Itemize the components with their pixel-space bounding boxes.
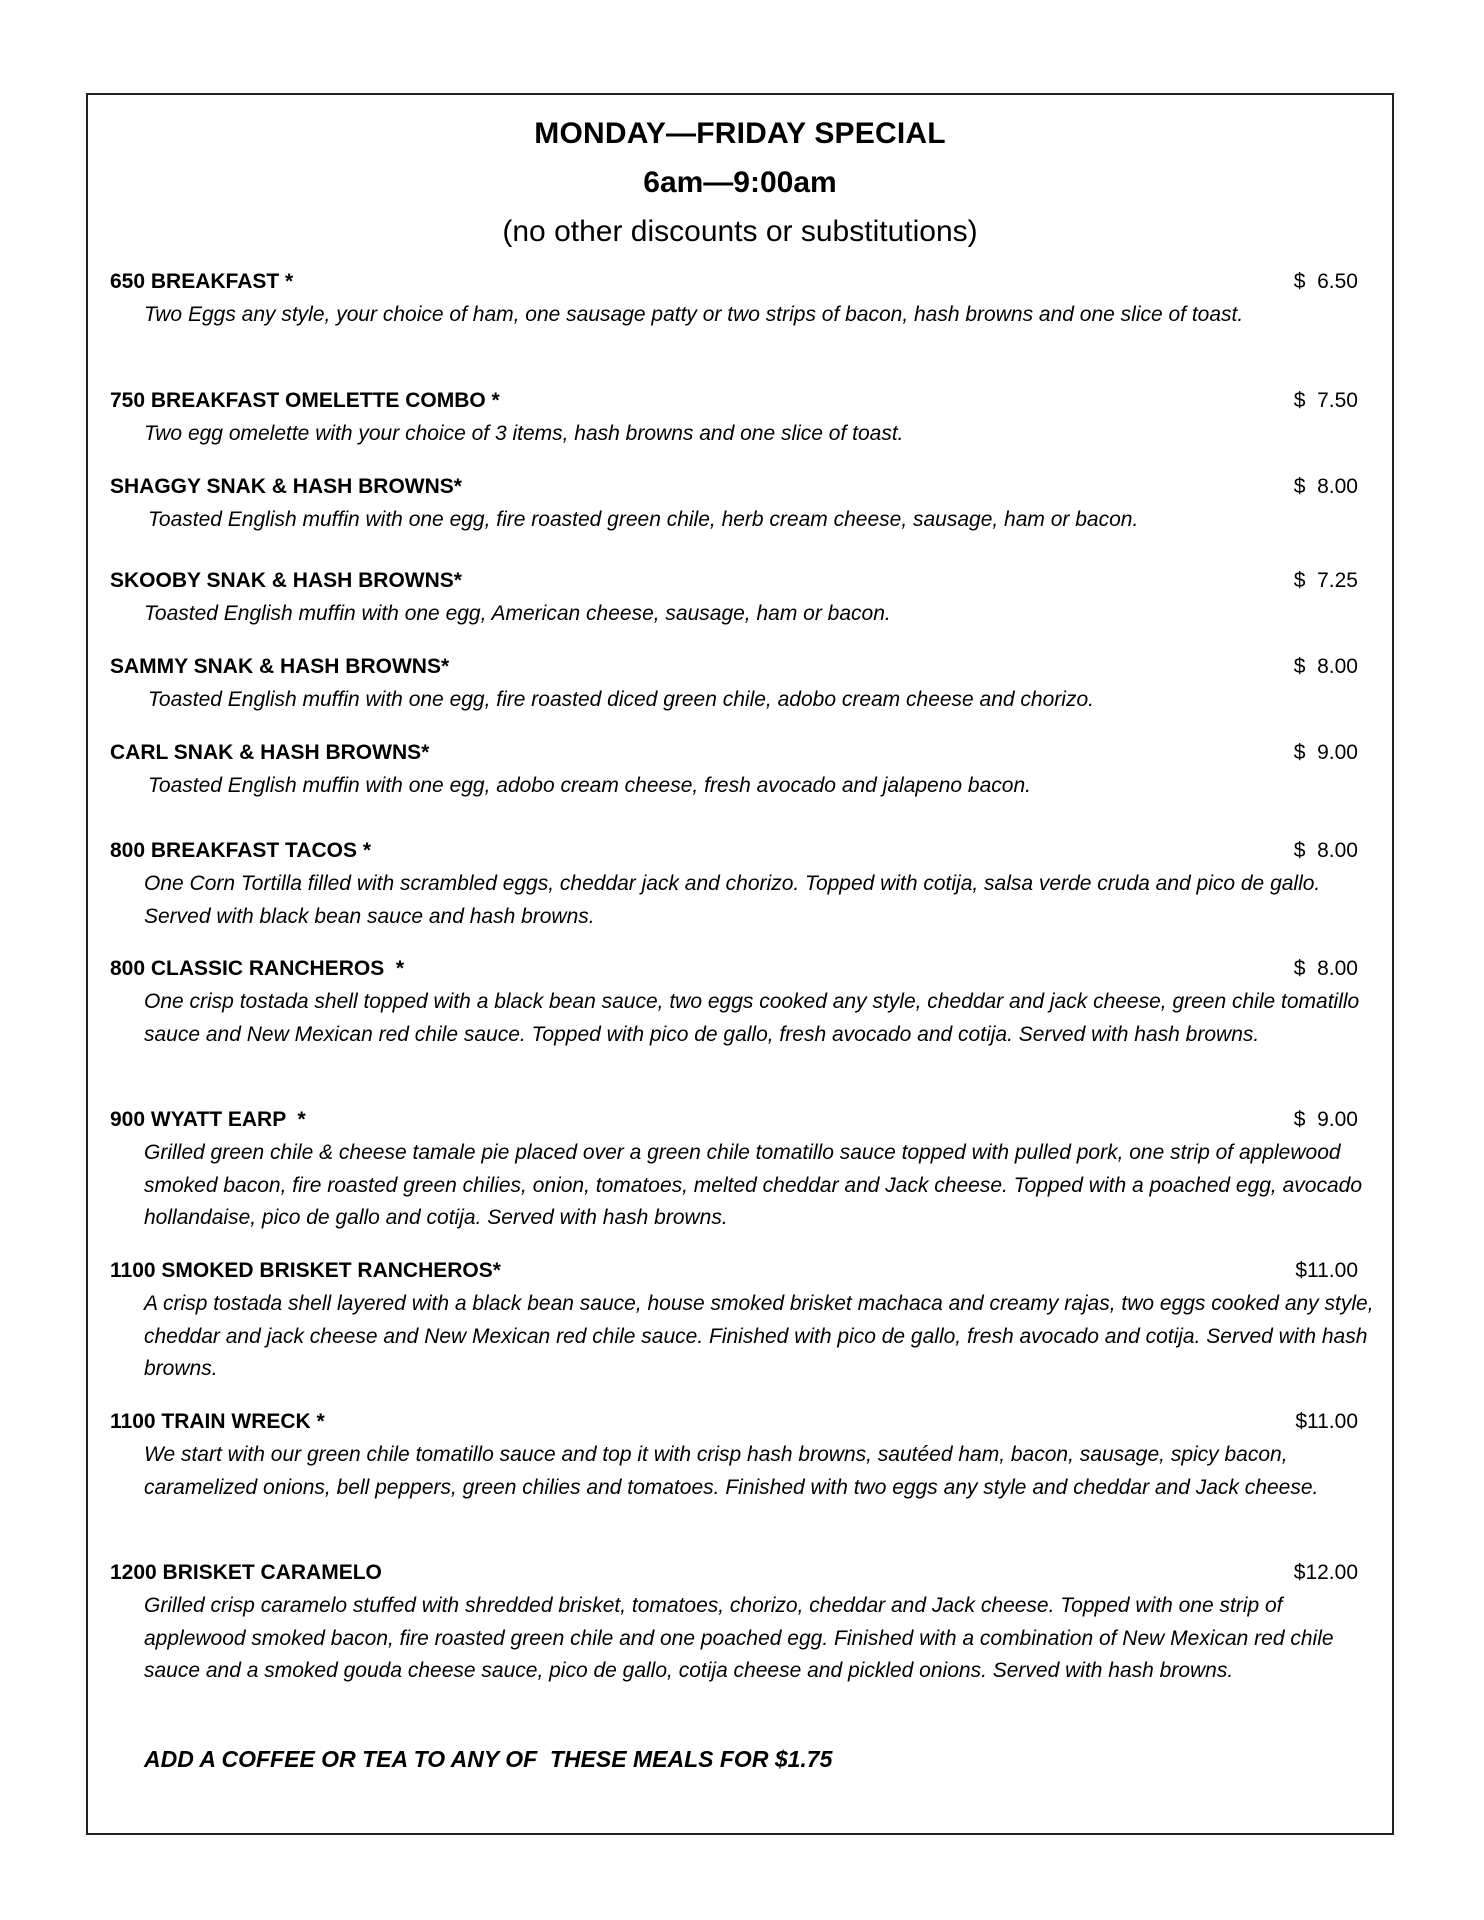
item-price: $12.00 [1293, 1561, 1358, 1584]
item-price: $ 7.25 [1293, 569, 1358, 592]
menu-item-skooby-snak [110, 564, 1358, 631]
item-description: Grilled crisp caramelo stuffed with shredded brisket, tomatoes, chorizo, cheddar and Jack cheese. Topped with one strip of applewood smoked bacon, fire roasted green chile and one poached egg. Finished with a combination of New Mexican red chile sauce and a smoked gouda cheese sauce, pico de gallo, cotija cheese and pickled onions. Served with hash browns. [144, 1594, 1334, 1682]
item-name: 1200 BRISKET CARAMELO [110, 1561, 382, 1584]
menu-header [88, 109, 1392, 256]
item-description: Toasted English muffin with one egg, fire roasted green chile, herb cream cheese, sausage, ham or bacon. [148, 508, 1139, 531]
item-price: $ 9.00 [1293, 1108, 1358, 1131]
item-price: $ 6.50 [1293, 270, 1358, 293]
item-name: SHAGGY SNAK & HASH BROWNS* [110, 475, 462, 498]
item-description: Two Eggs any style, your choice of ham, one sausage patty or two strips of bacon, hash browns and one slice of toast. [144, 303, 1244, 326]
menu-item-1100-smoked-brisket-rancheros [110, 1254, 1374, 1386]
menu-item-sammy-snak [110, 650, 1358, 717]
item-name: 1100 TRAIN WRECK * [110, 1410, 325, 1433]
item-name: 750 BREAKFAST OMELETTE COMBO * [110, 389, 500, 412]
item-name: SAMMY SNAK & HASH BROWNS* [110, 655, 450, 678]
menu-title: MONDAY—FRIDAY SPECIAL [534, 117, 946, 150]
coffee-tea-addon-note: ADD A COFFEE OR TEA TO ANY OF THESE MEALS FOR $1.75 [144, 1746, 833, 1772]
menu-item-1200-brisket-caramelo [110, 1556, 1358, 1688]
menu-item-800-breakfast-tacos [110, 834, 1358, 933]
item-price: $ 8.00 [1293, 957, 1358, 980]
item-name: 800 BREAKFAST TACOS * [110, 839, 371, 862]
item-price: $ 8.00 [1293, 839, 1358, 862]
item-price: $11.00 [1295, 1410, 1358, 1433]
item-name: 650 BREAKFAST * [110, 270, 294, 293]
menu-note: (no other discounts or substitutions) [502, 215, 978, 248]
item-name: SKOOBY SNAK & HASH BROWNS* [110, 569, 462, 592]
item-description: Toasted English muffin with one egg, American cheese, sausage, ham or bacon. [144, 602, 891, 625]
item-price: $ 8.00 [1293, 655, 1358, 678]
item-description: A crisp tostada shell layered with a black bean sauce, house smoked brisket machaca and creamy rajas, two eggs cooked any style, cheddar and jack cheese and New Mexican red chile sauce. Finished with pico de gallo, fresh avocado and cotija. Served with hash browns. [144, 1292, 1374, 1380]
item-price: $ 7.50 [1293, 389, 1358, 412]
item-name: 800 CLASSIC RANCHEROS * [110, 957, 405, 980]
item-description: We start with our green chile tomatillo sauce and top it with crisp hash browns, sautéed ham, bacon, sausage, spicy bacon, caramelized onions, bell peppers, green chilies and tomatoes. Finished with two eggs any style and cheddar and Jack cheese. [144, 1443, 1319, 1499]
item-description: Toasted English muffin with one egg, adobo cream cheese, fresh avocado and jalapeno bacon. [148, 774, 1031, 797]
menu-item-800-classic-rancheros [110, 952, 1358, 1051]
item-price: $ 8.00 [1293, 475, 1358, 498]
item-price: $11.00 [1295, 1259, 1358, 1282]
item-price: $ 9.00 [1293, 741, 1358, 764]
item-description: Toasted English muffin with one egg, fire roasted diced green chile, adobo cream cheese and chorizo. [148, 688, 1094, 711]
item-description: Grilled green chile & cheese tamale pie placed over a green chile tomatillo sauce topped with pulled pork, one strip of applewood smoked bacon, fire roasted green chilies, onion, tomatoes, melted cheddar and Jack cheese. Topped with a poached egg, avocado hollandaise, pico de gallo and cotija. Served with hash browns. [144, 1141, 1362, 1229]
item-name: 1100 SMOKED BRISKET RANCHEROS* [110, 1259, 501, 1282]
item-description: One Corn Tortilla filled with scrambled eggs, cheddar jack and chorizo. Topped with cotija, salsa verde cruda and pico de gallo. Served with black bean sauce and hash browns. [144, 872, 1321, 928]
menu-item-carl-snak [110, 736, 1358, 803]
item-name: CARL SNAK & HASH BROWNS* [110, 741, 430, 764]
menu-item-650-breakfast [110, 265, 1358, 332]
menu-item-750-omelette-combo [110, 384, 1358, 451]
menu-hours: 6am—9:00am [643, 166, 837, 199]
item-name: 900 WYATT EARP * [110, 1108, 306, 1131]
menu-frame [86, 93, 1394, 1835]
menu-item-1100-train-wreck [110, 1405, 1358, 1504]
menu-item-shaggy-snak [110, 470, 1358, 537]
item-description: Two egg omelette with your choice of 3 items, hash browns and one slice of toast. [144, 422, 904, 445]
item-description: One crisp tostada shell topped with a black bean sauce, two eggs cooked any style, cheddar and jack cheese, green chile tomatillo sauce and New Mexican red chile sauce. Topped with pico de gallo, fresh avocado and cotija. Served with hash browns. [144, 990, 1360, 1046]
menu-item-900-wyatt-earp [110, 1103, 1362, 1235]
